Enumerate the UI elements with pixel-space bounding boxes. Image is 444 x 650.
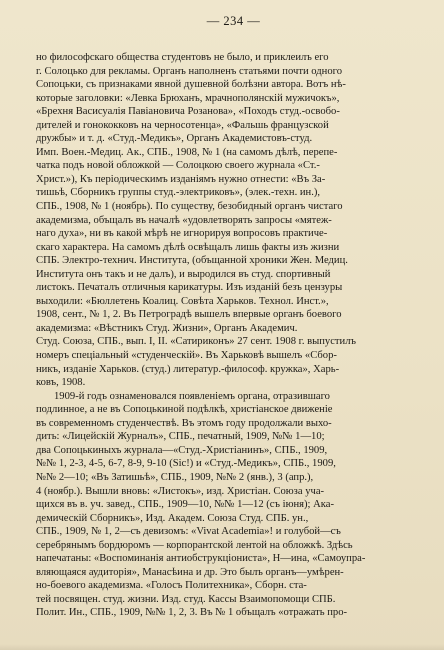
text-line: но-боевого академизма. «Голосъ Политехника», Сборн. ста- xyxy=(36,580,307,592)
text-line: подлинное, а не въ Сопоцькиной подѣлкѣ, христіанское движеніе xyxy=(36,404,333,416)
page-number: — 234 — xyxy=(206,13,261,28)
text-line: щихся въ в. уч. завед., СПБ., 1909—10, №№ 1—12 (съ іюня); Ака- xyxy=(36,499,335,511)
text-line: 4 (ноябр.). Вышли вновь: «Листокъ», изд. Христіан. Союза уча- xyxy=(36,485,325,497)
text-line: вляющаяся аудиторія», Манасѣина и др. Это былъ органъ—умѣрен- xyxy=(36,566,344,578)
text-line: Имп. Воен.-Медиц. Ак., СПБ., 1908, № 1 (на самомъ дѣлѣ, перепе- xyxy=(36,146,338,158)
text-line: дителей и гонококковъ на черносотенца», «Фальшь французской xyxy=(36,119,329,131)
text-line: напечатаны: «Воспоминанія антиобструкціониста», Н—ина, «Самоупра- xyxy=(36,553,366,565)
text-line: ковъ, 1908. xyxy=(36,377,86,389)
text-line: номеръ спеціальный «студенческій». Въ Харьковѣ вышелъ «Сбор- xyxy=(36,350,337,362)
text-line: «Брехня Васисуалія Павіановича Розанова», «Походъ студ.-освобо- xyxy=(36,106,340,118)
text-line: выходили: «Бюллетень Коалиц. Совѣта Харьков. Технол. Инст.», xyxy=(36,295,329,307)
text-line: СПБ. Электро-технич. Института, (объщанной хроники Жен. Медиц. xyxy=(36,255,348,267)
text-line: СПБ., 1909, № 1, 2—съ девизомъ: «Vivat Academia»! и голубой—съ xyxy=(36,526,341,538)
paragraph-1 xyxy=(36,51,431,390)
text-line: Христ.»), Къ періодическимъ изданіямъ нужно отнести: «Въ За- xyxy=(36,173,326,185)
text-line: дружбы» и т. д. «Студ.-Медикъ», Органъ Академистовъ-студ. xyxy=(36,133,313,145)
text-line: которые заголовки: «Левка Брюханъ, мрачнополянскій мужичокъ», xyxy=(36,92,340,104)
text-line: скаго характера. На самомъ дѣлѣ освѣщалъ лишь факты изъ жизни xyxy=(36,241,340,253)
text-line: два Сопоцькиныхъ журнала—«Студ.-Христіанинъ», СПБ., 1909, xyxy=(36,444,328,456)
text-line: Студ. Союза, СПБ., вып. I, II. «Сатириконъ» 27 сент. 1908 г. выпустилъ xyxy=(36,336,356,348)
text-line: №№ 1, 2-3, 4-5, 6-7, 8-9, 9-10 (Sic!) и «Студ.-Медикъ», СПБ., 1909, xyxy=(36,458,336,470)
text-line: демическій Сборникъ», Изд. Академ. Союза Студ. СПБ. ун., xyxy=(36,512,309,524)
text-line: чатка подъ новой обложкой — Солоцкою своего журнала «Ст.- xyxy=(36,160,320,172)
text-line: 1909-й годъ ознаменовался появленіемъ органа, отразившаго xyxy=(54,390,330,402)
text-line: тей посвящен. студ. жизни. Изд. студ. Кассы Взаимопомощи СПБ. xyxy=(36,593,336,605)
text-line: въ современномъ студенчествѣ. Въ этомъ году продолжали выхо- xyxy=(36,417,332,429)
text-line: но философскаго общества студентовъ не было, и приклеилъ его xyxy=(36,52,329,63)
text-line: серебрянымъ бордюромъ — корпорантской лентой на обложкѣ. Здѣсь xyxy=(36,539,353,551)
text-line: Полит. Ин., СПБ., 1909, №№ 1, 2, 3. Въ № 1 объщалъ «отражать про- xyxy=(36,607,348,619)
text-line: наго духа», ни въ какой мѣрѣ не игнорируя вопросовъ практиче- xyxy=(36,228,328,240)
text-line: Сопоцьки, съ признаками явной душевной болѣзни автора. Вотъ нѣ- xyxy=(36,79,346,91)
text-line: Института онъ такъ и не далъ), и выродился въ студ. спортивный xyxy=(36,268,331,280)
text-line: академизма: «Вѣстникъ Студ. Жизни», Органъ Академич. xyxy=(36,322,298,334)
text-line: СПБ., 1908, № 1 (ноябрь). По существу, безобидный органъ чистаго xyxy=(36,201,343,213)
paragraph-2 xyxy=(36,390,431,620)
text-line: никъ, изданіе Харьков. (студ.) литератур.-философ. кружка», Харь- xyxy=(36,363,340,375)
text-line: г. Солоцько для рекламы. Органъ наполненъ статьями почти одного xyxy=(36,65,342,77)
text-line: дить: «Лицейскій Журналъ», СПБ., печатный, 1909, №№ 1—10; xyxy=(36,431,325,443)
text-line: листокъ. Печаталъ отличныя карикатуры. Изъ изданій безъ цензуры xyxy=(36,282,343,294)
text-line: №№ 2—10; «Въ Затишьѣ», СПБ., 1909, №№ 2 (янв.), 3 (апр.), xyxy=(36,471,314,483)
text-line: академизма, объщалъ въ началѣ «удовлетворять запросы «мятеж- xyxy=(36,214,332,226)
page-bottom-shadow xyxy=(0,644,444,650)
page-text xyxy=(36,51,431,620)
page-header xyxy=(36,9,431,33)
text-line: 1908, сент., № 1, 2. Въ Петроградѣ вышелъ впервые органъ боевого xyxy=(36,309,342,321)
text-line: тишьѣ, Сборникъ группы студ.-электриковъ», (элек.-техн. ин.), xyxy=(36,187,321,199)
